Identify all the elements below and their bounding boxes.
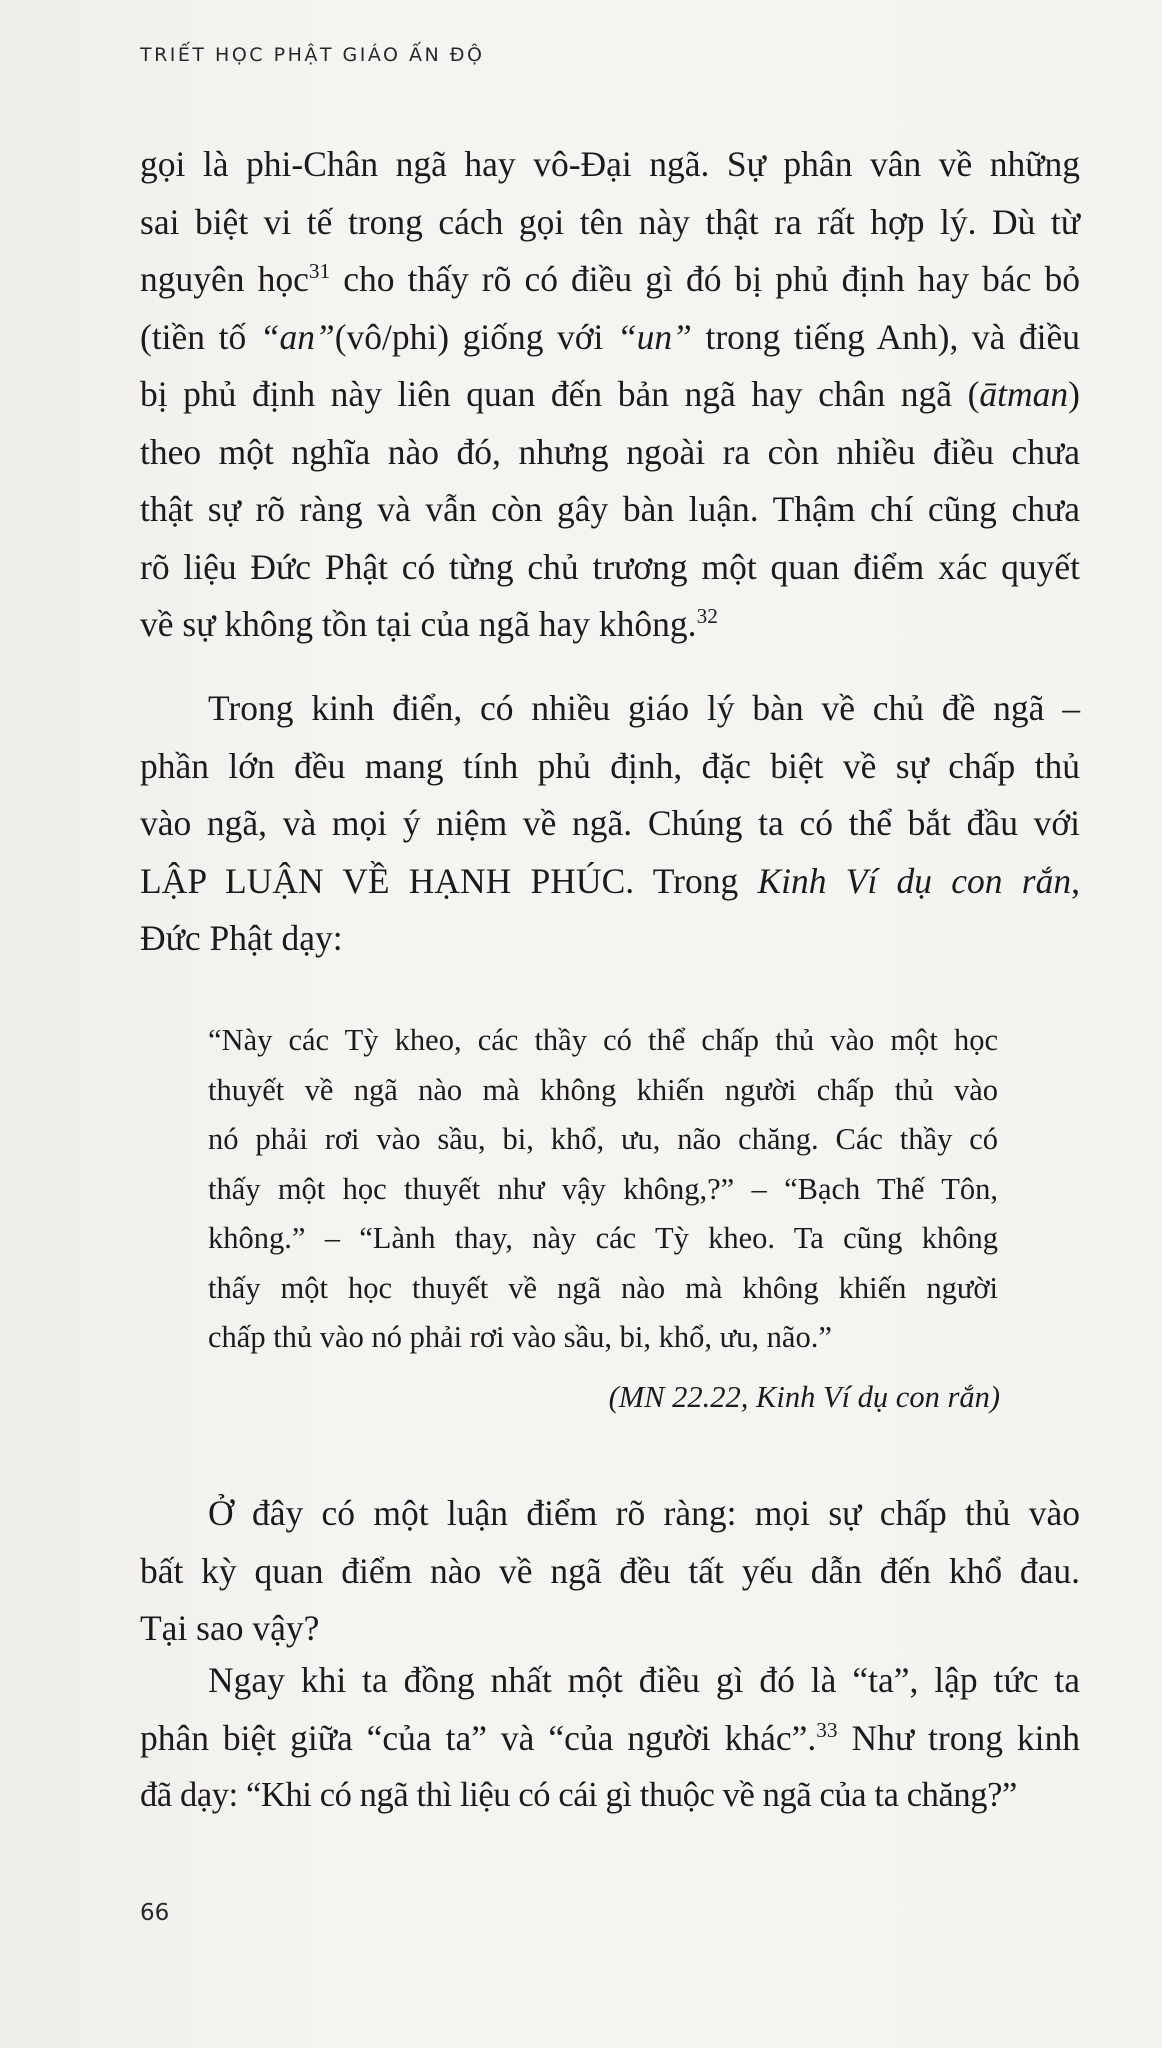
text-line: Ở đây có một luận điểm rõ ràng: mọi sự chấp thủ vào [208, 1493, 1080, 1533]
quote-line: thấy một học thuyết như vậy không,?” – “Bạch Thế Tôn, [208, 1171, 998, 1206]
text-line [140, 1710, 1080, 1768]
paragraph-4 [140, 1652, 1080, 1825]
block-quote [208, 1016, 998, 1363]
text-run: (tiền tố [140, 316, 260, 357]
text-line [140, 596, 1080, 654]
text-line: phần lớn đều mang tính phủ định, đặc biệt về sự chấp thủ [140, 745, 1080, 786]
text-line: Ngay khi ta đồng nhất một điều gì đó là “ta”, lập tức ta [208, 1660, 1080, 1700]
text-run: về sự không tồn tại của ngã hay không. [140, 604, 697, 644]
page-number: 66 [140, 1900, 170, 1926]
text-line: bất kỳ quan điểm nào về ngã đều tất yếu dẫn đến khổ đau. [140, 1550, 1080, 1591]
italic-term-atman: ātman [979, 374, 1069, 414]
quote-citation [208, 1373, 1000, 1423]
text-line [140, 853, 1080, 911]
text-run: bị phủ định này liên quan đến bản ngã hay chân ngã ( [140, 374, 980, 414]
text-line: đã dạy: “Khi có ngã thì liệu có cái gì thuộc về ngã của ta chăng?” [140, 1776, 1017, 1814]
italic-term-an: “an” [259, 316, 335, 357]
footnote-ref-31: 31 [308, 259, 331, 284]
text-line [140, 251, 1080, 309]
text-run: LẬP LUẬN VỀ HẠNH PHÚC. Trong [140, 860, 758, 901]
text-run: cho thấy rõ có điều gì đó bị phủ định hay bác bỏ [343, 259, 1081, 299]
italic-title-kinh-vi-du: Kinh Ví dụ con rắn [757, 860, 1072, 901]
footnote-ref-33: 33 [816, 1717, 838, 1742]
quote-line: chấp thủ vào nó phải rơi vào sầu, bi, khổ, ưu, não.” [208, 1320, 832, 1354]
text-line: thật sự rõ ràng và vẫn còn gây bàn luận. Thậm chí cũng chưa [140, 489, 1080, 529]
text-line: theo một nghĩa nào đó, nhưng ngoài ra còn nhiều điều chưa [140, 431, 1080, 472]
text-line: gọi là phi-Chân ngã hay vô-Đại ngã. Sự phân vân về những [140, 144, 1080, 184]
text-line: Đức Phật dạy: [140, 918, 343, 958]
quote-line: không.” – “Lành thay, này các Tỳ kheo. Ta cũng không [208, 1221, 998, 1255]
paragraph-3 [140, 1485, 1080, 1658]
text-run: , [1071, 860, 1080, 901]
text-line [140, 309, 1080, 367]
text-line: rõ liệu Đức Phật có từng chủ trương một quan điểm xác quyết [140, 546, 1080, 587]
text-run: Như trong kinh [851, 1717, 1081, 1758]
quote-line: thuyết về ngã nào mà không khiến người chấp thủ vào [208, 1072, 998, 1107]
text-run: (vô/phi) giống với [334, 316, 617, 357]
footnote-ref-32: 32 [696, 604, 718, 629]
paragraph-2 [140, 680, 1080, 968]
text-line [140, 366, 1080, 424]
text-run: ) [1068, 374, 1080, 414]
text-run: nguyên học [140, 259, 309, 299]
italic-term-un: “un” [616, 316, 692, 357]
text-run: trong tiếng Anh), và điều [705, 316, 1080, 357]
text-line: vào ngã, và mọi ý niệm về ngã. Chúng ta có thể bắt đầu với [140, 803, 1080, 843]
running-head: TRIẾT HỌC PHẬT GIÁO ẤN ĐỘ [140, 44, 485, 66]
quote-line: thấy một học thuyết về ngã nào mà không khiến người [208, 1270, 998, 1305]
text-line: Trong kinh điển, có nhiều giáo lý bàn về chủ đề ngã – [208, 688, 1080, 728]
quote-line: “Này các Tỳ kheo, các thầy có thể chấp thủ vào một học [208, 1023, 998, 1057]
citation-text: (MN 22.22, Kinh Ví dụ con rắn) [608, 1380, 1000, 1414]
text-run: phân biệt giữa “của ta” và “của người khác”. [140, 1717, 817, 1758]
text-line: Tại sao vậy? [140, 1608, 320, 1648]
paragraph-1 [140, 136, 1080, 654]
quote-line: nó phải rơi vào sầu, bi, khổ, ưu, não chăng. Các thầy có [208, 1122, 998, 1156]
text-line: sai biệt vi tế trong cách gọi tên này thật ra rất hợp lý. Dù từ [140, 201, 1080, 242]
